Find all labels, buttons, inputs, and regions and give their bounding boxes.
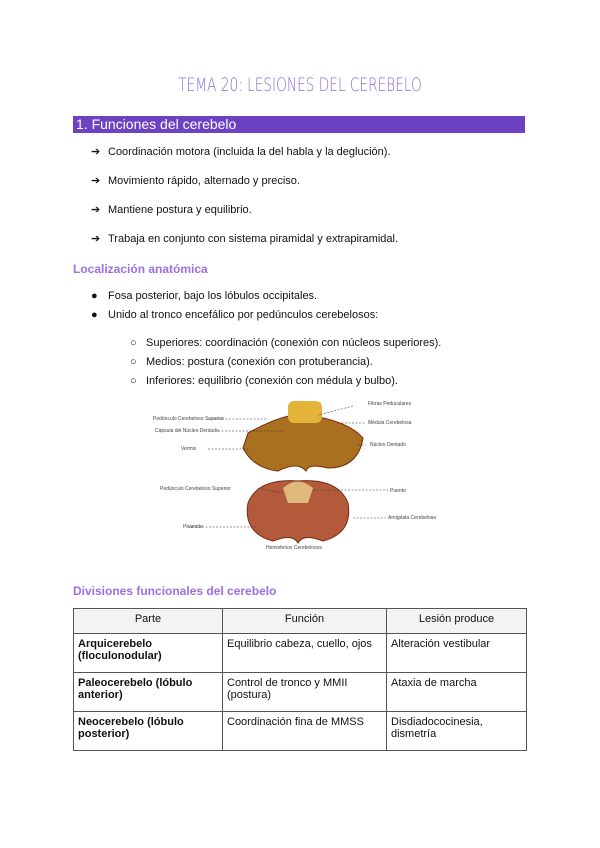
sub-list-item bbox=[130, 375, 398, 387]
table-header-row bbox=[74, 609, 527, 634]
list-item bbox=[91, 309, 378, 321]
table-cell: Disdiadococinesia, dismetría bbox=[387, 712, 527, 751]
arrow-icon: ➔ bbox=[91, 146, 101, 158]
list-item bbox=[91, 145, 391, 158]
circle-bullet-icon: ○ bbox=[130, 356, 137, 368]
table-cell: Neocerebelo (lóbulo posterior) bbox=[74, 712, 223, 751]
figure-label: Vermis bbox=[181, 446, 197, 452]
list-item-text: Coordinación motora (incluida la del habla y la deglución). bbox=[108, 146, 391, 158]
list-item-text: Trabaja en conjunto con sistema piramidal y extrapiramidal. bbox=[108, 233, 399, 245]
list-item-text: Fosa posterior, bajo los lóbulos occipitales. bbox=[108, 290, 318, 302]
figure-label: Médula Cerebelosa bbox=[368, 420, 412, 426]
heading-divisiones: Divisiones funcionales del cerebelo bbox=[73, 584, 277, 598]
page-title: TEMA 20: LESIONES DEL CEREBELO bbox=[178, 74, 422, 96]
sub-list-item bbox=[130, 356, 373, 368]
column-header: Función bbox=[223, 609, 387, 634]
figure-label: Pirámide bbox=[183, 524, 203, 530]
figure-label: Puente bbox=[390, 488, 406, 494]
table-cell: Paleocerebelo (lóbulo anterior) bbox=[74, 673, 223, 712]
list-item bbox=[91, 174, 300, 187]
circle-bullet-icon: ○ bbox=[130, 337, 137, 349]
figure-label: Pedúnculo Cerebeloso Superior bbox=[160, 486, 231, 492]
table-row bbox=[74, 673, 527, 712]
table-row bbox=[74, 634, 527, 673]
figure-label: Cápsula del Núcleo Dentado bbox=[155, 428, 219, 434]
figure-label: Fibras Peduculares bbox=[368, 401, 412, 407]
figure-label: Núcleo Dentado bbox=[370, 442, 406, 448]
list-item bbox=[91, 290, 317, 302]
column-header: Lesión produce bbox=[387, 609, 527, 634]
list-item-text: Inferiores: equilibrio (conexión con médula y bulbo). bbox=[146, 375, 398, 387]
divisiones-table bbox=[73, 608, 527, 751]
cerebellum-anatomy-figure bbox=[148, 393, 448, 553]
list-item-text: Superiores: coordinación (conexión con núcleos superiores). bbox=[146, 337, 442, 349]
list-item bbox=[91, 203, 252, 216]
table-cell: Arquicerebelo (floculonodular) bbox=[74, 634, 223, 673]
table-cell: Ataxia de marcha bbox=[387, 673, 527, 712]
arrow-icon: ➔ bbox=[91, 204, 101, 216]
table-cell: Control de tronco y MMII (postura) bbox=[223, 673, 387, 712]
list-item-text: Movimiento rápido, alternado y preciso. bbox=[108, 175, 300, 187]
figure-label: Pedúnculo Cerebeloso Superior bbox=[153, 416, 224, 422]
circle-bullet-icon: ○ bbox=[130, 375, 137, 387]
table-row bbox=[74, 712, 527, 751]
list-item bbox=[91, 232, 398, 245]
table-cell: Equilibrio cabeza, cuello, ojos bbox=[223, 634, 387, 673]
column-header: Parte bbox=[74, 609, 223, 634]
table-cell: Alteración vestibular bbox=[387, 634, 527, 673]
list-item-text: Mantiene postura y equilibrio. bbox=[108, 204, 252, 216]
arrow-icon: ➔ bbox=[91, 175, 101, 187]
sub-list-item bbox=[130, 337, 441, 349]
heading-localizacion: Localización anatómica bbox=[73, 262, 208, 276]
table-cell: Coordinación fina de MMSS bbox=[223, 712, 387, 751]
bullet-icon: ● bbox=[91, 290, 98, 302]
section-heading-funciones: 1. Funciones del cerebelo bbox=[73, 116, 525, 133]
figure-label: Hemisferios Cerebelosos bbox=[266, 545, 322, 551]
arrow-icon: ➔ bbox=[91, 233, 101, 245]
list-item-text: Unido al tronco encefálico por pedúnculos cerebelosos: bbox=[108, 309, 379, 321]
list-item-text: Medios: postura (conexión con protuberancia). bbox=[146, 356, 373, 368]
bullet-icon: ● bbox=[91, 309, 98, 321]
figure-label: Amígdala Cerebelosa bbox=[388, 515, 437, 521]
